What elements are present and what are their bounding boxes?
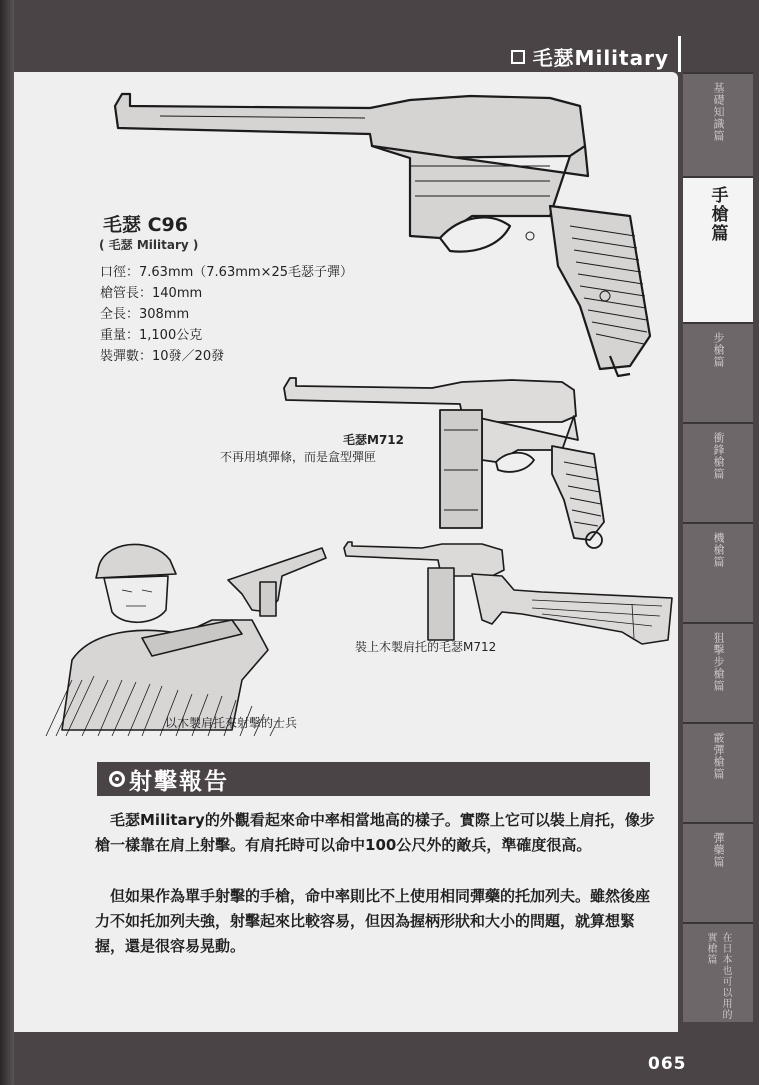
caption-soldier: 以木製肩托來射擊的士兵 — [165, 716, 298, 730]
spec-overall-length: 全長：308mm — [100, 307, 190, 322]
tab-shotguns[interactable]: 霰彈槍篇 — [683, 722, 753, 822]
tab-basics[interactable]: 基礎知識篇 — [683, 72, 753, 176]
book-spine-shadow — [0, 0, 14, 1085]
spec-title: 毛瑟 C96 — [103, 214, 188, 236]
spec-list — [100, 262, 353, 367]
body-paragraph-1: 毛瑟Military的外觀看起來命中率相當地高的樣子。實際上它可以裝上肩托，像步槍一樣靠在肩上射擊。有肩托時可以命中100公尺外的敵兵，準確度很高。 — [95, 811, 655, 854]
caption-m712-title: 毛瑟M712 — [343, 433, 404, 447]
spec-weight: 重量：1,100公克 — [100, 328, 203, 343]
section-heading: 射擊報告 — [129, 768, 229, 795]
square-icon — [511, 50, 525, 64]
section-heading-bar — [97, 762, 650, 796]
tab-pistols[interactable]: 手槍篇 — [683, 176, 753, 322]
tab-rifles[interactable]: 步槍篇 — [683, 322, 753, 422]
tab-sniper-rifles[interactable]: 狙擊步槍篇 — [683, 622, 753, 722]
mauser-m712-with-stock-illustration — [342, 540, 677, 650]
tab-smg[interactable]: 衝鋒槍篇 — [683, 422, 753, 522]
spec-barrel-length: 槍管長：140mm — [100, 286, 203, 301]
page-number: 065 — [648, 1054, 687, 1074]
soldier-with-stock-illustration — [42, 530, 342, 740]
tab-ammunition[interactable]: 彈藥篇 — [683, 822, 753, 922]
page-header — [511, 42, 669, 71]
tab-real-guns-japan[interactable]: 在日本也可以用的實槍篇 — [683, 922, 753, 1022]
header-divider — [678, 36, 681, 72]
caption-m712-stock: 裝上木製肩托的毛瑟M712 — [355, 640, 497, 654]
caption-m712-description: 不再用填彈條，而是盒型彈匣 — [220, 450, 377, 464]
body-paragraph-2: 但如果作為單手射擊的手槍，命中率則比不上使用相同彈藥的托加列夫。雖然後座力不如托加列夫強，射擊起來比較容易，但因為握柄形狀和大小的問題，就算想緊握，還是很容易晃動。 — [95, 887, 651, 955]
circle-bullet-icon — [109, 771, 125, 787]
spec-caliber: 口徑：7.63mm（7.63mm×25毛瑟子彈） — [100, 265, 353, 280]
spec-capacity: 裝彈數：10發／20發 — [100, 349, 225, 364]
spec-subtitle: ( 毛瑟 Military ) — [99, 238, 199, 252]
page-title: 毛瑟Military — [532, 46, 669, 70]
tab-machine-guns[interactable]: 機槍篇 — [683, 522, 753, 622]
